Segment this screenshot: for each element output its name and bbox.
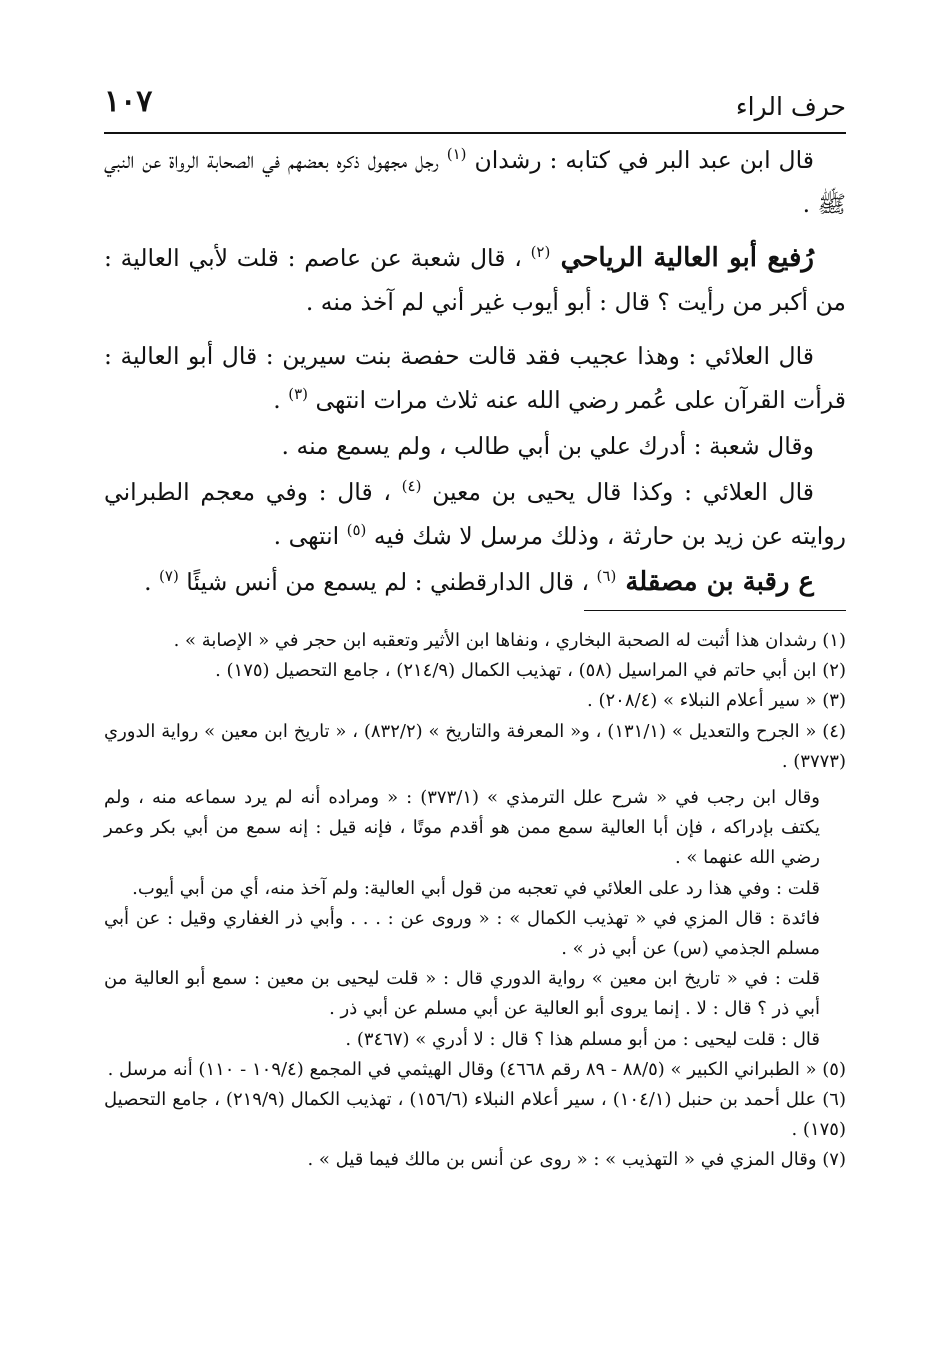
entry-heading: رُفيع أبو العالية الرياحي [550,243,814,273]
footnote-3: (٣) « سير أعلام النبلاء » (٢٠٨/٤) . [587,690,846,712]
page-number: ١٠٧ [104,84,153,119]
main-text [104,138,846,604]
paragraph-text: قال العلائي : وهذا عجيب فقد قالت حفصة بنت سيرين : قال أبو العالية : قرأت القرآن على عُمر رضي الله عنه ثلاث مرات انتهى [104,342,846,414]
running-header-title: حرف الراء [735,92,846,121]
footnote-4-note: قلت : في « تاريخ ابن معين » رواية الدوري قال : « قلت ليحيى بن معين : سمع أبو العالية من أبي ذر ؟ قال : لا . إنما يروى أبو العالية عن أبي مسلم عن أبي ذر . [104,968,820,1020]
footnote-marker: (٦) [596,567,617,586]
footnotes [104,626,846,1176]
footnote-4-quote: قال : قلت ليحيى : من أبو مسلم هذا ؟ قال : لا أدري » (٣٤٦٧) . [345,1028,820,1050]
paragraph-alai-1 [104,334,846,422]
paragraph-text: رجل مجهول ذكره بعضهم في الصحابة الرواة عن النبي ﷺ . [104,146,846,218]
footnote-marker: (٣) [288,385,308,404]
paragraph-text: ، قال شعبة عن عاصم : قلت لأبي العالية : من أكبر من رأيت ؟ قال : أبو أيوب غير أني لم آخذ منه . [104,244,846,316]
header-rule [104,132,846,134]
footnote-7: (٧) وقال المزي في « التهذيب » : « روى عن أنس بن مالك فيما قيل » . [307,1149,846,1171]
paragraph-text: . [273,386,289,414]
paragraph-text: . [144,568,160,596]
paragraph-alai-2 [104,470,846,558]
footnote-marker: (٥) [346,521,367,540]
footnote-4: (٤) « الجرح والتعديل » (١٣١/١) ، و« المعرفة والتاريخ » (٨٣٢/٢) ، « تاريخ ابن معين » رواية الدوري (٣٧٧٣) . [104,720,846,772]
paragraph-text: قال العلائي : وكذا قال يحيى بن معين [421,478,815,506]
footnote-5: (٥) « الطبراني الكبير » (٨٨/٥ - ٨٩ رقم ٤٦٦٨) وقال الهيثمي في المجمع (١٠٩/٤ - ١١٠) أنه مرسل . [107,1058,846,1080]
paragraph-text: ، قال : وفي معجم الطبراني روايته عن زيد بن حارثة ، وذلك مرسل لا شك فيه [104,478,846,550]
footnote-4-benefit: فائدة : قال المزي في « تهذيب الكمال » : « وروى عن : . . . وأبي ذر الغفاري وقيل : عن أبي مسلم الجذمي (س) عن أبي ذر » . [104,907,820,960]
footnote-marker: (١) [446,145,467,164]
paragraph-raqaba [104,560,846,604]
paragraph-text: وقال شعبة : أدرك علي بن أبي طالب ، ولم يسمع منه . [281,432,814,460]
paragraph-rufay [104,236,846,324]
footnote-separator [584,610,846,611]
paragraph-text: قال ابن عبد البر في كتابه : رشدان [466,146,814,174]
footnote-2: (٢) ابن أبي حاتم في المراسيل (٥٨) ، تهذيب الكمال (٢١٤/٩) ، جامع التحصيل (١٧٥) . [215,660,846,682]
entry-heading: ع رقبة بن مصقلة [616,567,814,597]
footnote-marker: (٧) [159,567,179,586]
footnote-4-comment: قلت : وفي هذا رد على العلائي في تعجبه من قول أبي العالية: ولم آخذ منه، أي من أبي أيوب. [132,877,820,899]
footnote-marker: (٤) [401,477,422,496]
footnote-4-continuation: وقال ابن رجب في « شرح علل الترمذي » (٣٧٣/١) : « ومراده أنه لم يرد سماعه منه ، ولم يكتف بإدراكه ، فإن أبا العالية سمع ممن هو أقدم موتًا ، فإنه قيل : إنه سمع من أبي بكر وعمر رضي الله عنهما » . [104,787,820,869]
paragraph-text: ، قال الدارقطني : لم يسمع من أنس شيئًا [178,568,597,596]
paragraph-rashdan [104,138,846,226]
paragraph-text: انتهى . [273,522,347,550]
footnote-6: (٦) علل أحمد بن حنبل (١٠٤/١) ، سير أعلام النبلاء (١٥٦/٦) ، تهذيب الكمال (٢١٩/٩) ، جامع التحصيل (١٧٥) . [104,1089,846,1141]
footnote-1: (١) رشدان هذا أثبت له الصحبة البخاري ، ونفاها ابن الأثير وتعقبه ابن حجر في « الإصابة » . [173,630,846,651]
paragraph-shuba [104,424,846,468]
footnote-marker: (٢) [530,243,551,262]
